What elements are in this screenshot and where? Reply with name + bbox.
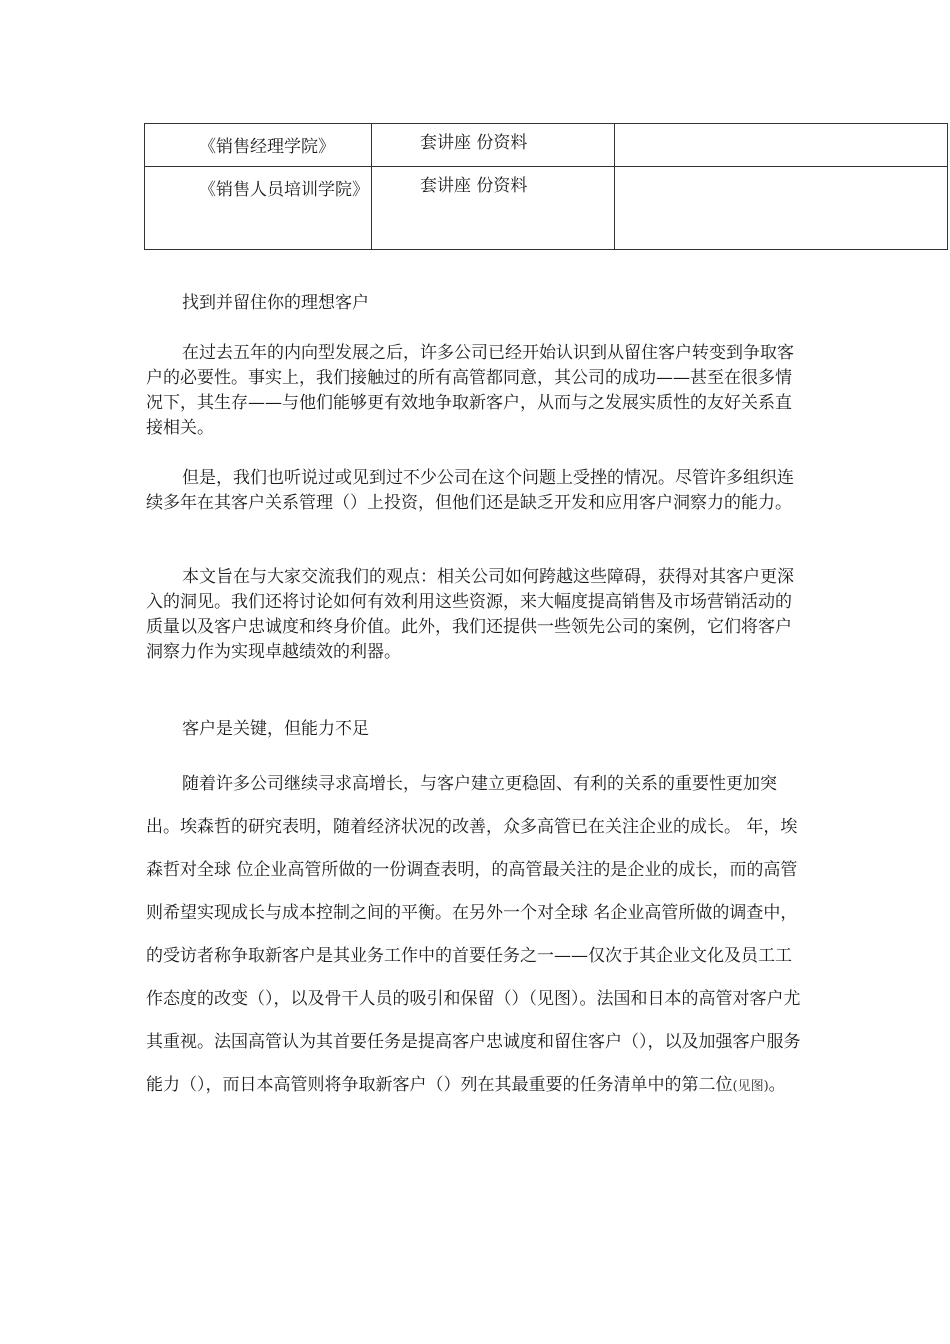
- figure-reference: (见图): [732, 1079, 769, 1094]
- table-cell-format: 套讲座 份资料: [372, 167, 615, 250]
- table-cell-title: 《销售经理学院》: [145, 124, 372, 167]
- paragraph: 在过去五年的内向型发展之后，许多公司已经开始认识到从留住客户转变到争取客户的必要性。事实上，我们接触过的所有高管都同意，其公司的成功——甚至在很多情况下，其生存——与他们能够更有效地争取新客户，从而与之发展实质性的友好关系直接相关。: [146, 343, 794, 438]
- section-heading: 找到并留住你的理想客户: [182, 293, 369, 313]
- paragraph: 本文旨在与大家交流我们的观点：相关公司如何跨越这些障碍，获得对其客户更深入的洞见。我们还将讨论如何有效利用这些资源，来大幅度提高销售及市场营销活动的质量以及客户忠诚度和终身价值。此外，我们还提供一些领先公司的案例，它们将客户洞察力作为实现卓越绩效的利器。: [146, 567, 794, 662]
- table-row: [145, 124, 948, 167]
- table-cell-note: [615, 124, 948, 167]
- table-row: [145, 167, 948, 250]
- paragraph-text: 随着许多公司继续寻求高增长，与客户建立更稳固、有利的关系的重要性更加突出。埃森哲的研究表明，随着经济状况的改善，众多高管已在关注企业的成长。 年，埃森哲对全球 位企业高管所做的一份调查表明，的高管最关注的是企业的成长，而的高管则希望实现成长与成本控制之间的平衡。在另外一个对全球 名企业高管所做的调查中，的受访者称争取新客户是其业务工作中的首要任务之一——仅次于其企业文化及员工工作态度的改变（），以及骨干人员的吸引和保留（）（见图）。法国和日本的高管对客户尤其重视。法国高管认为其首要任务是提高客户忠诚度和留住客户（），以及加强客户服务能力（），而日本高管则将争取新客户（）列在其最重要的任务清单中的第二位: [146, 774, 801, 1095]
- table-cell-format: 套讲座 份资料: [372, 124, 615, 167]
- paragraph: [146, 763, 806, 1108]
- paragraph-end: 。: [768, 1075, 786, 1095]
- table-cell-note: [615, 167, 948, 250]
- table-cell-title: 《销售人员培训学院》: [145, 167, 372, 250]
- product-table: [144, 123, 948, 250]
- paragraph: 但是，我们也听说过或见到过不少公司在这个问题上受挫的情况。尽管许多组织连续多年在其客户关系管理（）上投资，但他们还是缺乏开发和应用客户洞察力的能力。: [146, 468, 794, 513]
- section-heading: 客户是关键，但能力不足: [182, 719, 369, 739]
